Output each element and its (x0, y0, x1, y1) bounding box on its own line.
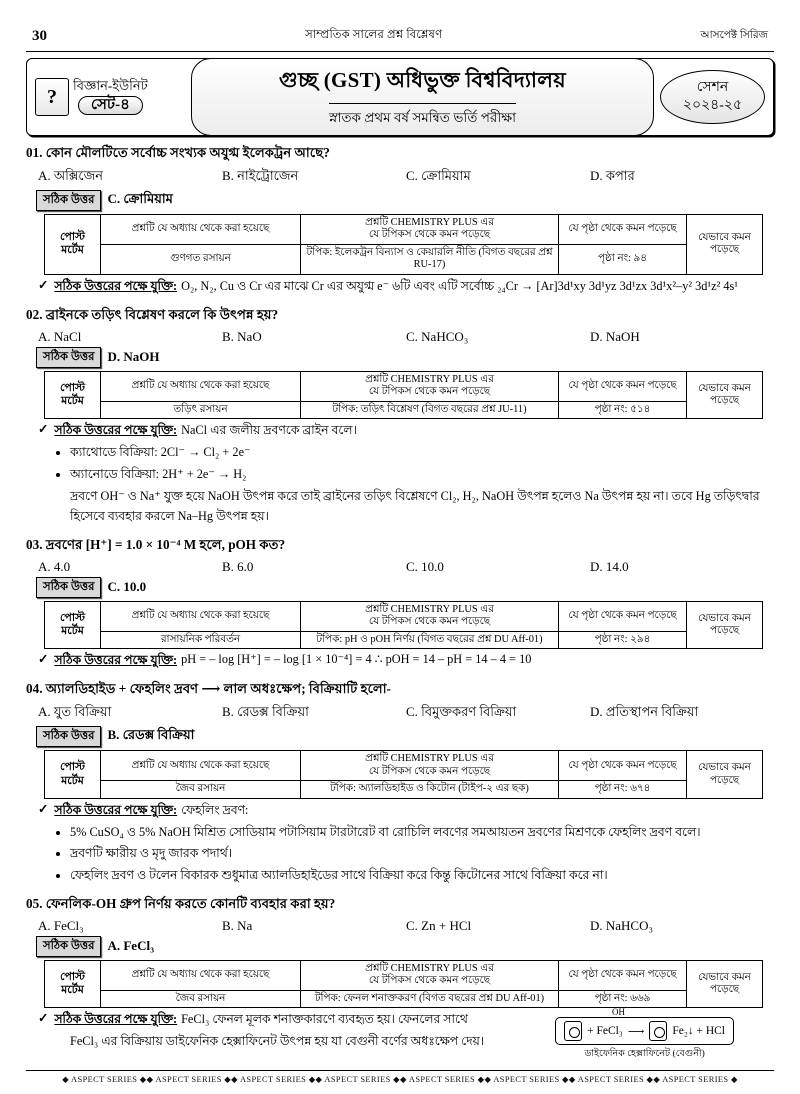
answer-row (36, 577, 774, 598)
table-row (45, 631, 763, 648)
page-number: 30 (32, 28, 47, 44)
option-d[interactable]: D. NaOH (590, 328, 640, 344)
justification-row (38, 802, 774, 822)
cell-page: পৃষ্ঠা নং: ৬৭৪ (559, 781, 687, 798)
table-row (45, 781, 763, 798)
col-how-line2: পড়েছে (709, 774, 740, 786)
cell-chapter: রাসায়নিক পরিবর্তন (101, 631, 301, 648)
col-how-header (687, 601, 763, 648)
answer-badge: সঠিক উত্তর (36, 347, 101, 368)
answer-value: C. ক্রোমিয়াম (107, 191, 173, 206)
col-topic-header (301, 751, 559, 781)
answer-row (36, 726, 774, 747)
table-row (45, 990, 763, 1007)
question-block (26, 894, 774, 1062)
question-number: 05. (26, 895, 43, 911)
list-item: • ফেহলিং দ্রবণ ও টলেন বিকারক শুধুমাত্র অ্যালডিহাইডের সাথে বিক্রিয়া করে কিন্তু কিটোনের সাথে বিক্রিয়া করে না। (70, 867, 774, 887)
col-topic-header-line1: প্রশ্নটি CHEMISTRY PLUS এর (365, 962, 494, 974)
answer-badge: সঠিক উত্তর (36, 936, 101, 957)
question-block (26, 143, 774, 298)
banner-center-group (191, 58, 654, 136)
benzene-ring-icon (564, 1021, 582, 1041)
option-a[interactable]: A. অক্সিজেন (38, 168, 104, 183)
option-b[interactable]: B. নাইট্রোজেন (222, 168, 299, 183)
check-icon: ✓ (38, 1011, 49, 1026)
cell-page: পৃষ্ঠা নং: ৬৬৯ (559, 990, 687, 1007)
figure-caption: ডাইফেনিক হেক্সাফিনেট (বেগুনী) (584, 1049, 705, 1060)
post-mortem-label: পোস্ট মর্টেম (45, 371, 101, 418)
list-item: • 5% CuSO₄ ও 5% NaOH মিশ্রিত সোডিয়াম পটাসিয়াম টারটারেট বা রোচিলি লবণের সমআয়তন দ্রবণের মিশ্রণকে ফেহলিং দ্রবণ বলে। (70, 824, 774, 844)
post-mortem-table (44, 371, 763, 419)
option-a[interactable]: A. যুত বিক্রিয়া (38, 704, 112, 720)
justification-text: NaCl এর জলীয় দ্রবণকে ব্রাইন বলে। (181, 423, 357, 438)
check-icon: ✓ (38, 422, 49, 437)
post-mortem-table (44, 750, 763, 798)
col-topic-header-line2: যে টপিকস থেকে কমন পড়েছে (368, 616, 491, 628)
option-c[interactable]: C. 10.0 (406, 558, 444, 574)
table-row (45, 601, 763, 631)
question-mark-icon: ? (35, 78, 69, 116)
col-topic-header-line1: প্রশ্নটি CHEMISTRY PLUS এর (365, 373, 494, 385)
justification-note: FeCl₃ এর বিক্রিয়ায় ডাইফেনিক হেক্সাফিনেট উৎপন্ন হয় যা বেগুনী বর্ণের অধঃক্ষেপ দেয়। (70, 1034, 485, 1049)
page-header (26, 26, 774, 49)
justification-row (38, 652, 774, 672)
page-footer: ◆ ASPECT SERIES ◆◆ ASPECT SERIES ◆◆ ASPECT SERIES ◆◆ ASPECT SERIES ◆◆ ASPECT SERIES ◆◆ ASPECT SERIES ◆◆ ASPECT SERIES ◆◆ ASPECT SERIES ◆ (26, 1070, 774, 1084)
justification-row (38, 422, 774, 442)
header-series-label: আসপেক্ট সিরিজ (700, 30, 768, 41)
col-topic-header-line1: প্রশ্নটি CHEMISTRY PLUS এর (365, 603, 494, 615)
session-year: ২০২৪-২৫ (682, 98, 743, 113)
col-how-line1: যেভাবে কমন (698, 971, 751, 983)
banner-title: গুচ্ছ (GST) অধিভুক্ত বিশ্ববিদ্যালয় (279, 68, 566, 92)
col-how-header (687, 215, 763, 275)
cell-chapter: তড়িৎ রসায়ন (101, 401, 301, 418)
col-page-header: যে পৃষ্ঠা থেকে কমন পড়েছে (559, 960, 687, 990)
question-text (26, 894, 774, 916)
option-d[interactable]: D. কপার (590, 168, 635, 183)
cell-chapter: গুণগত রসায়ন (101, 244, 301, 274)
col-topic-header-line2: যে টপিকস থেকে কমন পড়েছে (368, 765, 491, 777)
cell-page: পৃষ্ঠা নং: ৯৪ (559, 244, 687, 274)
post-mortem-label: পোস্ট মর্টেম (45, 215, 101, 275)
question-text (26, 305, 774, 327)
banner-set-label: সেট-৪ (78, 96, 143, 115)
col-page-header: যে পৃষ্ঠা থেকে কমন পড়েছে (559, 751, 687, 781)
col-how-line2: পড়েছে (709, 244, 740, 256)
col-how-line1: যেভাবে কমন (698, 762, 751, 774)
cell-chapter: জৈব রসায়ন (101, 990, 301, 1007)
justification-label: সঠিক উত্তরের পক্ষে যুক্তি: (54, 653, 178, 668)
option-row (38, 559, 774, 575)
question-number: 03. (26, 536, 43, 552)
banner-subject-group (73, 79, 148, 115)
answer-row (36, 190, 774, 211)
header-center-title: সাম্প্রতিক সালের প্রশ্ন বিশ্লেষণ (305, 29, 443, 41)
table-row (45, 960, 763, 990)
post-mortem-label: পোস্ট মর্টেম (45, 960, 101, 1007)
justification-text: FeCl₃ ফেনল মূলক শনাক্তকারণে ব্যবহৃত হয়। ফেনলের সাথে (181, 1012, 468, 1027)
list-item: • ক্যাথোডে বিক্রিয়া: 2Cl⁻ → Cl₂ + 2e⁻ (70, 444, 774, 464)
answer-row (36, 936, 774, 957)
post-mortem-label: পোস্ট মর্টেম (45, 751, 101, 798)
cell-topic: টপিক: তড়িৎ বিশ্লেষণ (বিগত বছরের প্রশ্ন JU-11) (301, 401, 559, 418)
justification-text: O₂, N₂, Cu ও Cr এর মাঝে Cr এর অযুগ্ম e⁻ ৬টি এবং এটি সর্বোচ্চ ₂₄Cr → [Ar]3d¹xy 3d¹yz 3d¹zx 3d¹x²–y² 3d¹z² 4s¹ (181, 278, 738, 293)
post-mortem-label: পোস্ট মর্টেম (45, 601, 101, 648)
cell-topic: টপিক: pH ও pOH নির্ণয় (বিগত বছরের প্রশ্ন DU Aff-01) (301, 631, 559, 648)
answer-badge: সঠিক উত্তর (36, 190, 101, 211)
question-body: অ্যালডিহাইড + ফেহলিং দ্রবণ ⟶ লাল অধঃক্ষেপ; বিক্রিয়াটি হলো- (45, 681, 391, 697)
answer-value: A. FeCl₃ (107, 938, 154, 954)
question-number: 02. (26, 306, 43, 322)
option-row (38, 167, 774, 188)
table-row (45, 401, 763, 418)
question-text (26, 143, 774, 165)
col-topic-header (301, 601, 559, 631)
col-page-header: যে পৃষ্ঠা থেকে কমন পড়েছে (559, 601, 687, 631)
question-block (26, 679, 774, 886)
col-how-header (687, 371, 763, 418)
option-a[interactable]: A. 4.0 (38, 558, 71, 574)
post-mortem-table (44, 601, 763, 649)
justification-text: pH = – log [H⁺] = – log [1 × 10⁻⁴] = 4 ∴ pOH = 14 – pH = 14 – 4 = 10 (181, 652, 532, 667)
col-chapter-header: প্রশ্নটি যে অধ্যায় থেকে করা হয়েছে (101, 371, 301, 401)
benzene-ring-icon (649, 1021, 667, 1041)
figure-reagent: + FeCl₃ (587, 1025, 623, 1038)
col-topic-header (301, 960, 559, 990)
post-mortem-table (44, 960, 763, 1008)
col-how-line2: পড়েছে (709, 984, 740, 996)
col-topic-header-line1: প্রশ্নটি CHEMISTRY PLUS এর (365, 217, 494, 228)
cell-page: পৃষ্ঠা নং: ২৯৪ (559, 631, 687, 648)
option-b[interactable]: B. রেডক্স বিক্রিয়া (222, 704, 309, 720)
justification-label: সঠিক উত্তরের পক্ষে যুক্তি: (54, 278, 178, 293)
option-d[interactable]: D. NaHCO₃ (590, 917, 654, 933)
option-row (38, 329, 774, 345)
list-item: • অ্যানোডে বিক্রিয়া: 2H⁺ + 2e⁻ → H₂ (70, 466, 774, 486)
col-topic-header (301, 215, 559, 245)
session-label: সেশন (696, 79, 729, 95)
option-b[interactable]: B. Na (222, 917, 253, 933)
option-c[interactable]: C. NaHCO₃ (406, 328, 469, 344)
col-chapter-header: প্রশ্নটি যে অধ্যায় থেকে করা হয়েছে (101, 601, 301, 631)
answer-row (36, 347, 774, 368)
col-page-header: যে পৃষ্ঠা থেকে কমন পড়েছে (559, 371, 687, 401)
col-how-header (687, 960, 763, 1007)
banner-left-group (35, 78, 185, 116)
check-icon: ✓ (38, 277, 49, 292)
question-body: কোন মৌলটিতে সর্বোচ্চ সংখ্যক অযুগ্ম ইলেকট্রন আছে? (45, 145, 330, 160)
answer-value: C. 10.0 (107, 579, 147, 595)
table-row (45, 371, 763, 401)
answer-badge: সঠিক উত্তর (36, 726, 101, 747)
justification-text: ফেহলিং দ্রবণ: (181, 802, 249, 817)
answer-value: D. NaOH (107, 349, 160, 365)
cell-topic: টপিক: ফেনল শনাক্তকরণ (বিগত বছরের প্রশ্ন DU Aff-01) (301, 990, 559, 1007)
justification-row (38, 278, 774, 298)
col-topic-header (301, 371, 559, 401)
option-c[interactable]: C. বিমুক্তকরণ বিক্রিয়া (406, 704, 517, 720)
option-b[interactable]: B. 6.0 (222, 558, 254, 574)
col-topic-header-line1: প্রশ্নটি CHEMISTRY PLUS এর (365, 753, 494, 765)
col-chapter-header: প্রশ্নটি যে অধ্যায় থেকে করা হয়েছে (101, 751, 301, 781)
cell-chapter: জৈব রসায়ন (101, 781, 301, 798)
reaction-figure (555, 1017, 734, 1045)
option-a[interactable]: A. FeCl₃ (38, 917, 84, 933)
list-item: • দ্রবণটি ক্ষারীয় ও মৃদু জারক পদার্থ। (70, 845, 774, 865)
option-row (38, 918, 774, 934)
answer-badge: সঠিক উত্তর (36, 577, 101, 598)
col-how-line1: যেভাবে কমন (698, 382, 751, 394)
question-block (26, 305, 774, 528)
question-block (26, 535, 774, 672)
cell-page: পৃষ্ঠা নং: ৫১৪ (559, 401, 687, 418)
col-topic-header-line2: যে টপিকস থেকে কমন পড়েছে (368, 229, 491, 241)
col-how-header (687, 751, 763, 798)
col-topic-header-line2: যে টপিকস থেকে কমন পড়েছে (368, 975, 491, 987)
check-icon: ✓ (38, 801, 49, 816)
col-how-line1: যেভাবে কমন (698, 612, 751, 624)
col-chapter-header: প্রশ্নটি যে অধ্যায় থেকে করা হয়েছে (101, 215, 301, 245)
question-body: ফেনলিক-OH গ্রুপ নির্ণয় করতে কোনটি ব্যবহার করা হয়? (45, 895, 336, 911)
col-how-line1: যেভাবে কমন (698, 231, 751, 243)
question-number: 01. (26, 145, 43, 160)
option-d[interactable]: D. 14.0 (590, 558, 629, 574)
justification-note: দ্রবণে OH⁻ ও Na⁺ যুক্ত হয়ে NaOH উৎপন্ন করে তাই ব্রাইনের তড়িৎ বিশ্লেষণে Cl₂, H₂, NaOH উৎপন্ন হলেও Na উৎপন্ন হয় না। তবে Hg তড়িৎদ্বার হিসেবে ব্যবহার করলে Na–Hg উৎপন্ন হয়। (70, 488, 760, 523)
banner-session-badge (660, 70, 765, 124)
justification-bullets (70, 824, 774, 887)
option-d[interactable]: D. প্রতিস্থাপন বিক্রিয়া (590, 704, 699, 720)
option-a[interactable]: A. NaCl (38, 328, 82, 344)
post-mortem-table (44, 214, 763, 275)
col-how-line2: পড়েছে (709, 625, 740, 637)
justification-bullets (70, 444, 774, 486)
col-page-header: যে পৃষ্ঠা থেকে কমন পড়েছে (559, 215, 687, 245)
col-how-line2: পড়েছে (709, 395, 740, 407)
table-row (45, 751, 763, 781)
question-body: দ্রবণের [H⁺] = 1.0 × 10⁻⁴ M হলে, pOH কত? (45, 536, 286, 552)
justification-label: সঠিক উত্তরের পক্ষে যুক্তি: (54, 1012, 178, 1027)
question-text (26, 679, 774, 701)
banner-subject-line: বিজ্ঞান-ইউনিট (73, 77, 148, 93)
figure-product: Fe₂↓ + HCl (672, 1025, 725, 1038)
header-divider (26, 51, 774, 52)
exam-banner (26, 58, 774, 136)
table-row (45, 244, 763, 274)
arrow-icon: ⟶ (627, 1026, 645, 1039)
option-c[interactable]: C. Zn + HCl (406, 917, 472, 933)
check-icon: ✓ (38, 652, 49, 667)
figure-oh-label: OH (612, 1007, 626, 1018)
justification-label: সঠিক উত্তরের পক্ষে যুক্তি: (54, 423, 178, 438)
option-row (38, 703, 774, 724)
answer-value: B. রেডক্স বিক্রিয়া (107, 727, 195, 743)
option-b[interactable]: B. NaO (222, 328, 262, 344)
question-text (26, 535, 774, 557)
col-chapter-header: প্রশ্নটি যে অধ্যায় থেকে করা হয়েছে (101, 960, 301, 990)
option-c[interactable]: C. ক্রোমিয়াম (406, 168, 471, 183)
question-number: 04. (26, 681, 43, 697)
cell-topic: টপিক: ইলেকট্রন বিন্যাস ও কেয়ারলি নীতি (বিগত বছরের প্রশ্ন RU-17) (301, 244, 559, 274)
question-body: ব্রাইনকে তড়িৎ বিশ্লেষণ করলে কি উৎপন্ন হয়? (45, 306, 279, 322)
col-topic-header-line2: যে টপিকস থেকে কমন পড়েছে (368, 386, 491, 398)
cell-topic: টপিক: অ্যালডিহাইড ও কিটোন (টাইপ-২ এর ছক) (301, 781, 559, 798)
justification-label: সঠিক উত্তরের পক্ষে যুক্তি: (54, 802, 178, 817)
banner-subtitle: স্নাতক প্রথম বর্ষ সমন্বিত ভর্তি পরীক্ষা (329, 103, 516, 130)
table-row (45, 215, 763, 245)
